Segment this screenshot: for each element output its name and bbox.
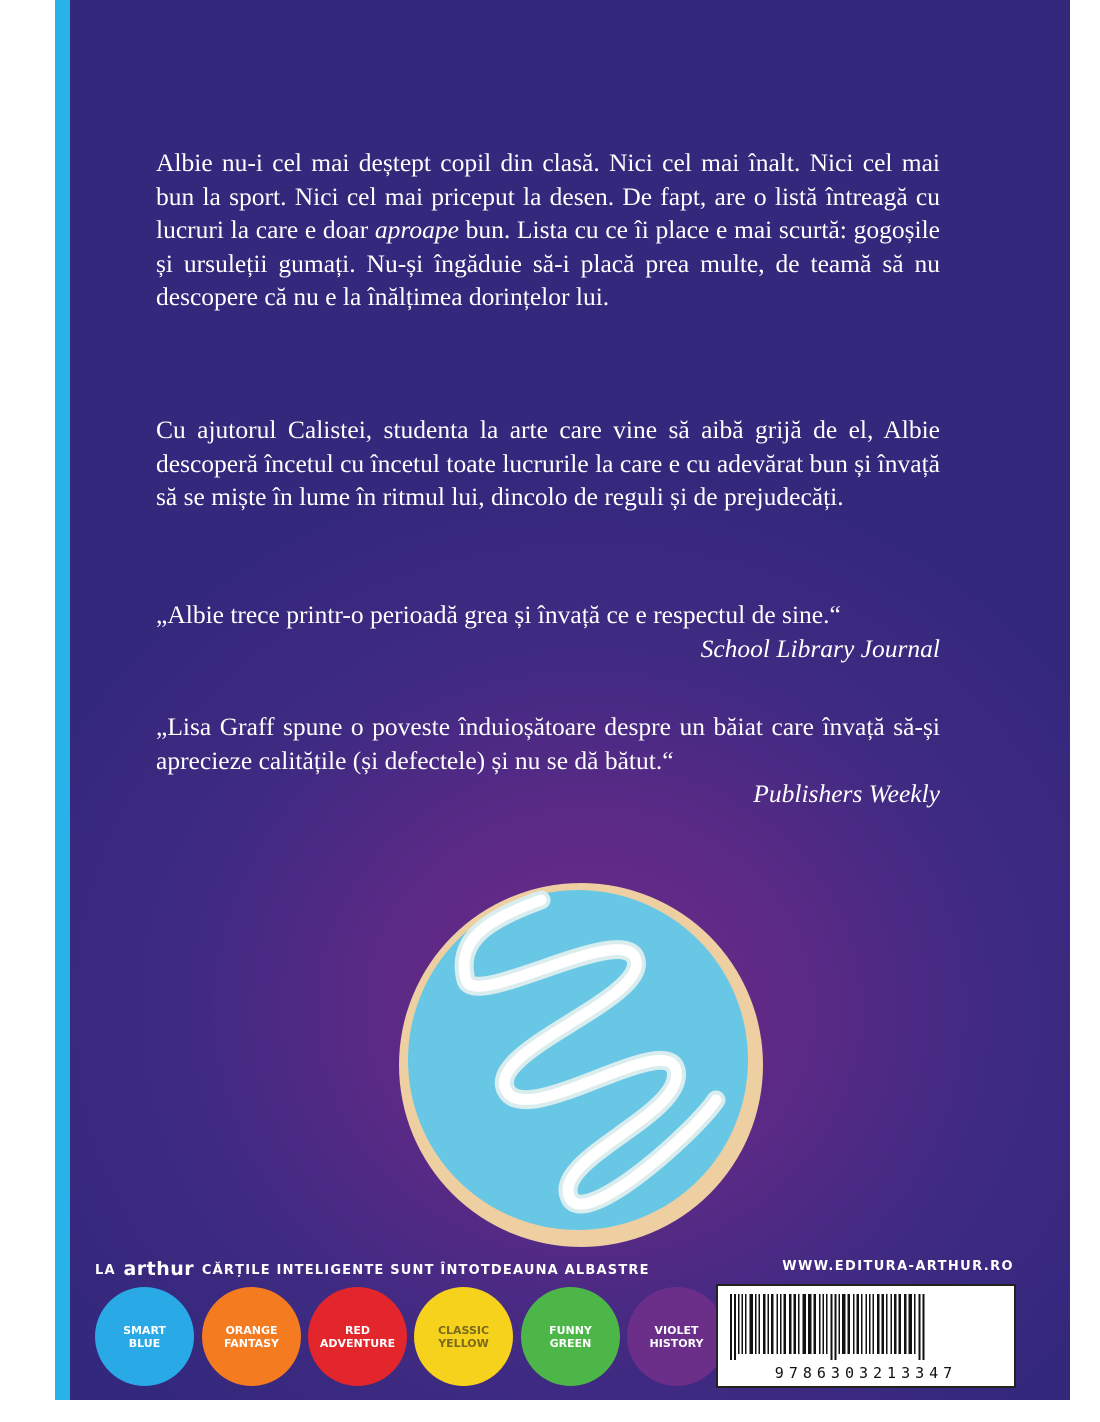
collection-circle <box>414 1287 513 1386</box>
quote-text: „Albie trece printr-o perioadă grea și învață ce e respectul de sine.“ <box>156 600 841 629</box>
barcode-bar <box>803 1294 807 1354</box>
barcode-bar <box>891 1294 893 1354</box>
collection-line2: YELLOW <box>438 1336 489 1350</box>
barcode-bar <box>730 1294 732 1360</box>
collection-line1: CLASSIC <box>437 1323 490 1337</box>
collection-circle <box>308 1287 407 1386</box>
barcode-bars <box>730 1294 1002 1360</box>
barcode-bar <box>750 1294 754 1354</box>
barcode-bar <box>738 1294 740 1354</box>
barcode-bar <box>826 1294 828 1354</box>
collection-line2: BLUE <box>128 1336 161 1350</box>
barcode-bar <box>734 1294 736 1360</box>
barcode-bar <box>923 1294 925 1360</box>
barcode-bar <box>839 1294 841 1354</box>
collection-circle <box>521 1287 620 1386</box>
barcode-bar <box>894 1294 897 1354</box>
barcode-bar <box>763 1294 766 1354</box>
barcode-bar <box>919 1294 921 1360</box>
collection-line2: GREEN <box>549 1336 592 1350</box>
barcode-bar <box>808 1294 812 1354</box>
barcode-bar <box>780 1294 782 1354</box>
spine-stripe <box>55 0 70 1400</box>
publisher-url: WWW.EDITURA-ARTHUR.RO <box>782 1259 1014 1274</box>
barcode-bar <box>835 1294 837 1360</box>
collection-line2: FANTASY <box>223 1336 280 1350</box>
barcode-bar <box>904 1294 907 1354</box>
collection-circle <box>95 1287 194 1386</box>
collection-line1: SMART <box>123 1323 166 1337</box>
collection-line2: HISTORY <box>649 1336 704 1350</box>
collection-line1: VIOLET <box>654 1323 699 1337</box>
barcode-bar <box>814 1294 817 1354</box>
blurb-text: bun. Lista cu ce îi place e mai scurtă: gogoșile și ursuleții gumați. Nu-și îngăduie să-i placă prea multe, de teamă să nu descopere că nu e la înălțimea dorințelor lui. <box>156 215 940 311</box>
tagline-prefix: LA <box>95 1263 116 1278</box>
barcode-bar <box>914 1294 916 1354</box>
barcode-bar <box>857 1294 860 1354</box>
barcode-bar <box>798 1294 800 1354</box>
collection-circle <box>627 1287 726 1386</box>
review-quote-1 <box>156 598 940 665</box>
collection-line1: RED <box>344 1323 371 1337</box>
barcode-bar <box>771 1294 774 1354</box>
barcode-bar <box>866 1294 868 1354</box>
barcode-bar <box>861 1294 863 1354</box>
donut-illustration <box>396 880 766 1250</box>
collection-line2: ADVENTURE <box>319 1336 396 1350</box>
barcode-bar <box>794 1294 797 1354</box>
barcode-bar <box>877 1294 880 1354</box>
barcode-bar <box>853 1294 855 1354</box>
collection-circles <box>95 1287 704 1387</box>
barcode-bar <box>759 1294 761 1354</box>
barcode-bar <box>823 1294 825 1354</box>
quote-source: Publishers Weekly <box>753 779 940 808</box>
barcode-bar <box>777 1294 779 1354</box>
barcode-bar <box>869 1294 871 1354</box>
isbn-number: 9786303213347 <box>774 1364 958 1382</box>
review-quote-2 <box>156 710 940 811</box>
quote-source: School Library Journal <box>700 633 940 663</box>
tagline-text: CĂRȚILE INTELIGENTE SUNT ÎNTOTDEAUNA ALBASTRE <box>201 1263 650 1278</box>
blurb-paragraph-1 <box>156 146 940 314</box>
quote-text: „Lisa Graff spune o poveste înduioșătoare despre un băiat care învață să-și aprecieze calitățile (și defectele) și nu se dă bătut.“ <box>156 712 940 775</box>
collection-circle <box>202 1287 301 1386</box>
barcode-bar <box>819 1294 821 1354</box>
barcode-bar <box>873 1294 875 1354</box>
barcode-bar <box>909 1294 913 1354</box>
collection-tagline <box>95 1258 735 1280</box>
barcode-bar <box>831 1294 833 1360</box>
barcode-bar <box>886 1294 888 1354</box>
collection-line1: ORANGE <box>225 1323 278 1337</box>
barcode-bar <box>755 1294 757 1354</box>
barcode-bar <box>848 1294 851 1354</box>
blurb-text: Albie nu-i cel mai deștept copil din clasă. Nici cel mai înalt. Nici cel mai bun la sport. Nici cel mai priceput la desen. De fapt, are o listă întreagă cu lucruri la care e doar <box>156 148 940 244</box>
barcode-bar <box>882 1294 885 1354</box>
collection-line1: FUNNY <box>549 1323 592 1337</box>
isbn-barcode <box>716 1284 1016 1388</box>
barcode-bar <box>899 1294 902 1354</box>
barcode-bar <box>742 1294 744 1354</box>
barcode-bar <box>784 1294 787 1354</box>
barcode-bar <box>789 1294 792 1354</box>
barcode-bar <box>768 1294 770 1354</box>
blurb-emphasis: aproape <box>374 215 459 244</box>
arthur-logo: arthur <box>123 1258 195 1280</box>
back-cover <box>70 0 1070 1400</box>
barcode-bar <box>842 1294 846 1354</box>
blurb-paragraph-2: Cu ajutorul Calistei, studenta la arte care vine să aibă grijă de el, Albie descoperă încetul cu încetul toate lucrurile la care e cu adevărat bun și învață să se miște în lume în ritmul lui, dincolo de reguli și de prejudecăți. <box>156 415 940 511</box>
barcode-bar <box>745 1294 747 1354</box>
